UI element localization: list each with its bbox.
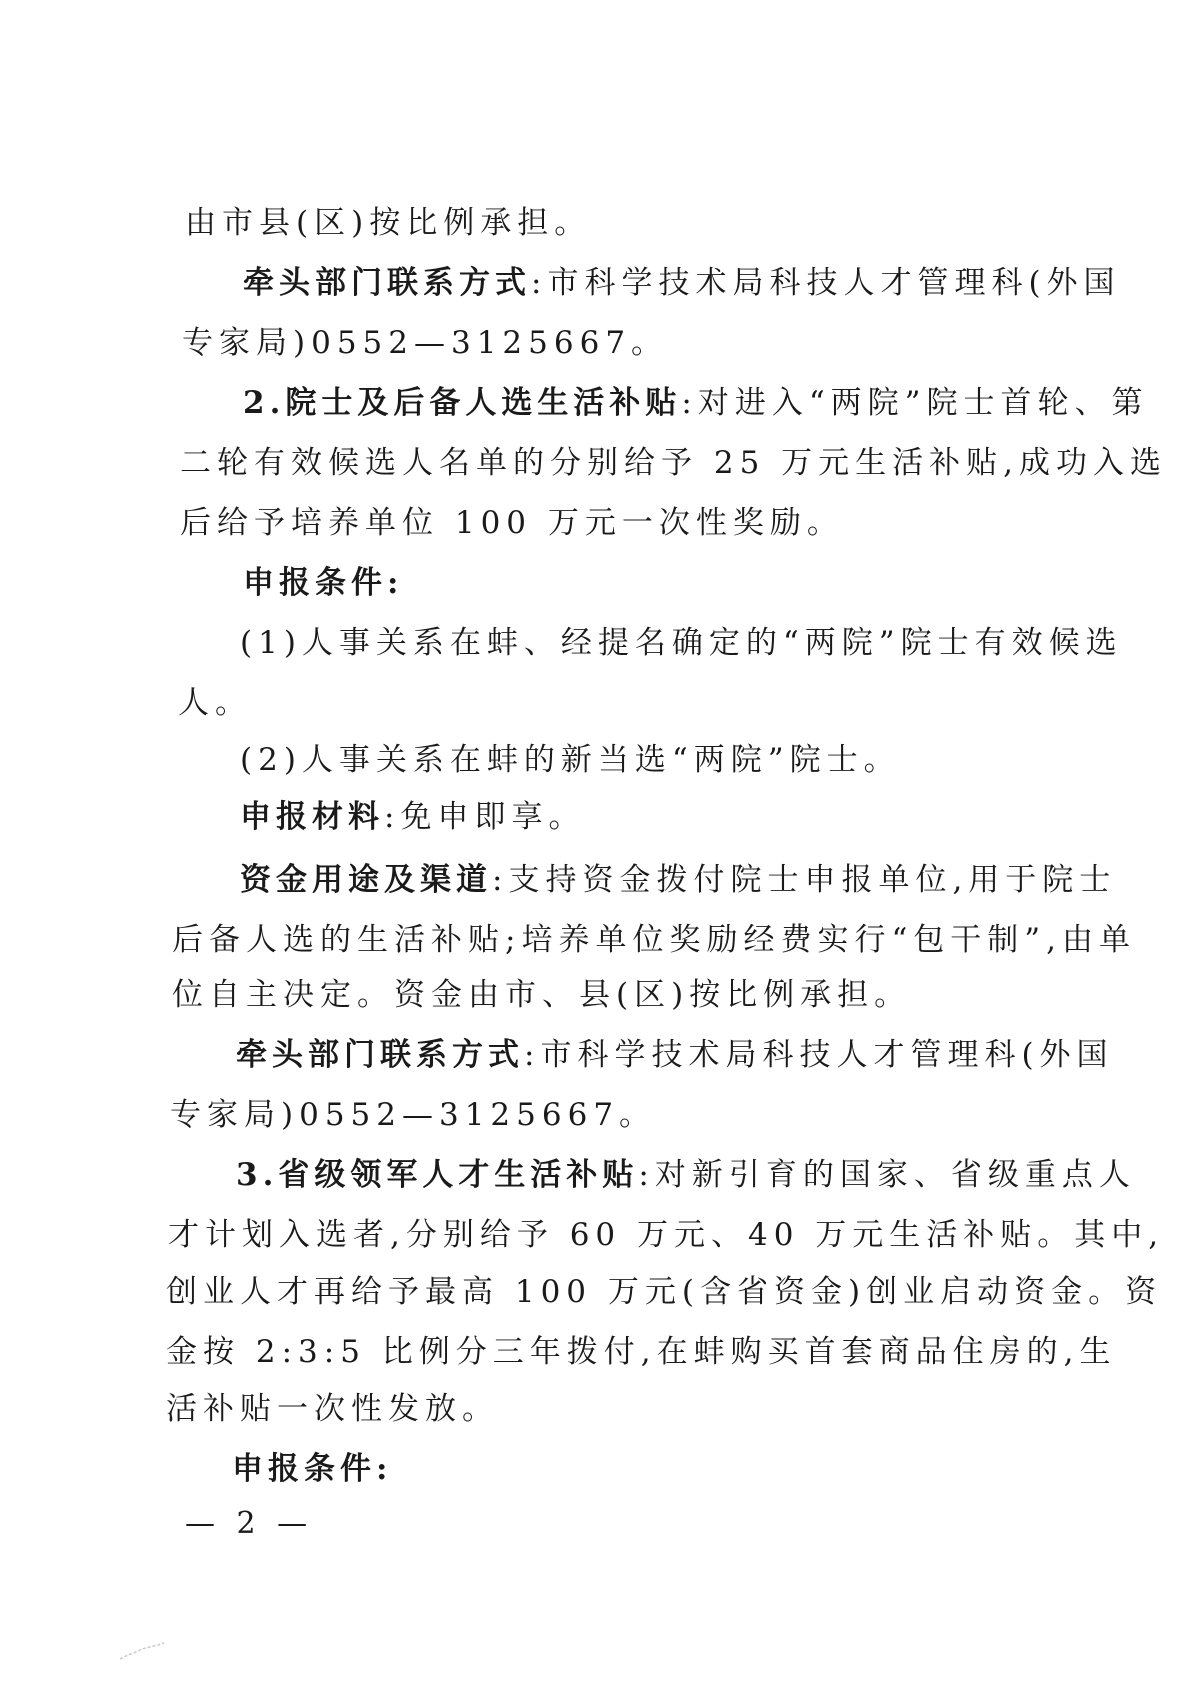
body-line (182, 323, 668, 363)
body-line (185, 203, 591, 243)
page-number: — 2 — (185, 1506, 314, 1541)
subheading: 申报条件: (243, 565, 404, 601)
line-text: 专家局)0552—3125667。 (170, 1097, 657, 1133)
contact-line (243, 263, 1121, 303)
section-heading: 2.院士及后备人选生活补贴 (243, 385, 682, 421)
contact-heading: 牵头部门联系方式 (243, 265, 531, 301)
line-text: (1)人事关系在蚌、经提名确定的“两院”院士有效候选 (240, 625, 1123, 661)
body-line (180, 443, 1167, 483)
body-line (240, 740, 901, 780)
line-text: 才计划入选者,分别给予 60 万元、40 万元生活补贴。其中, (168, 1217, 1165, 1253)
body-line (240, 623, 1123, 663)
subheading-line (243, 563, 403, 603)
body-line (168, 1215, 1164, 1255)
body-line (172, 920, 1136, 960)
line-text: :支持资金拨付院士申报单位,用于院士 (492, 862, 1117, 898)
scan-mark (118, 1635, 188, 1665)
subheading-line (240, 797, 585, 837)
line-text: 活补贴一次性发放。 (166, 1391, 499, 1427)
body-line (166, 1272, 1162, 1312)
contact-line (236, 1035, 1114, 1075)
section-heading-line (243, 383, 1149, 423)
subheading: 申报条件: (232, 1451, 393, 1487)
body-line (172, 975, 911, 1015)
line-text: :免申即享。 (384, 799, 586, 835)
subheading: 资金用途及渠道 (240, 862, 492, 898)
line-text: 后备人选的生活补贴;培养单位奖励经费实行“包干制”,由单 (172, 922, 1136, 958)
line-text: 后给予培养单位 100 万元一次性奖励。 (180, 505, 844, 541)
line-text: (2)人事关系在蚌的新当选“两院”院士。 (240, 742, 901, 778)
section-heading: 3.省级领军人才生活补贴 (236, 1157, 639, 1193)
line-text: :市科学技术局科技人才管理科(外国 (524, 1037, 1114, 1073)
section-heading-line (236, 1155, 1136, 1195)
body-line (170, 1095, 656, 1135)
body-line (178, 683, 252, 723)
body-line (166, 1389, 499, 1429)
line-text: 创业人才再给予最高 100 万元(含省资金)创业启动资金。资 (166, 1274, 1163, 1310)
line-text: 位自主决定。资金由市、县(区)按比例承担。 (172, 977, 912, 1013)
line-text: :市科学技术局科技人才管理科(外国 (531, 265, 1121, 301)
subheading-line (232, 1449, 392, 1489)
body-line (180, 503, 844, 543)
subheading-line (240, 860, 1116, 900)
line-text: 金按 2:3:5 比例分三年拨付,在蚌购买首套商品住房的,生 (166, 1334, 1117, 1370)
line-text: 由市县(区)按比例承担。 (185, 205, 592, 241)
line-text: 人。 (178, 685, 252, 721)
line-text: :对新引育的国家、省级重点人 (638, 1157, 1136, 1193)
body-line (166, 1332, 1116, 1372)
line-text: 专家局)0552—3125667。 (182, 325, 669, 361)
line-text: 二轮有效候选人名单的分别给予 25 万元生活补贴,成功入选 (180, 445, 1168, 481)
line-text: :对进入“两院”院士首轮、第 (681, 385, 1149, 421)
contact-heading: 牵头部门联系方式 (236, 1037, 524, 1073)
subheading: 申报材料 (240, 799, 384, 835)
